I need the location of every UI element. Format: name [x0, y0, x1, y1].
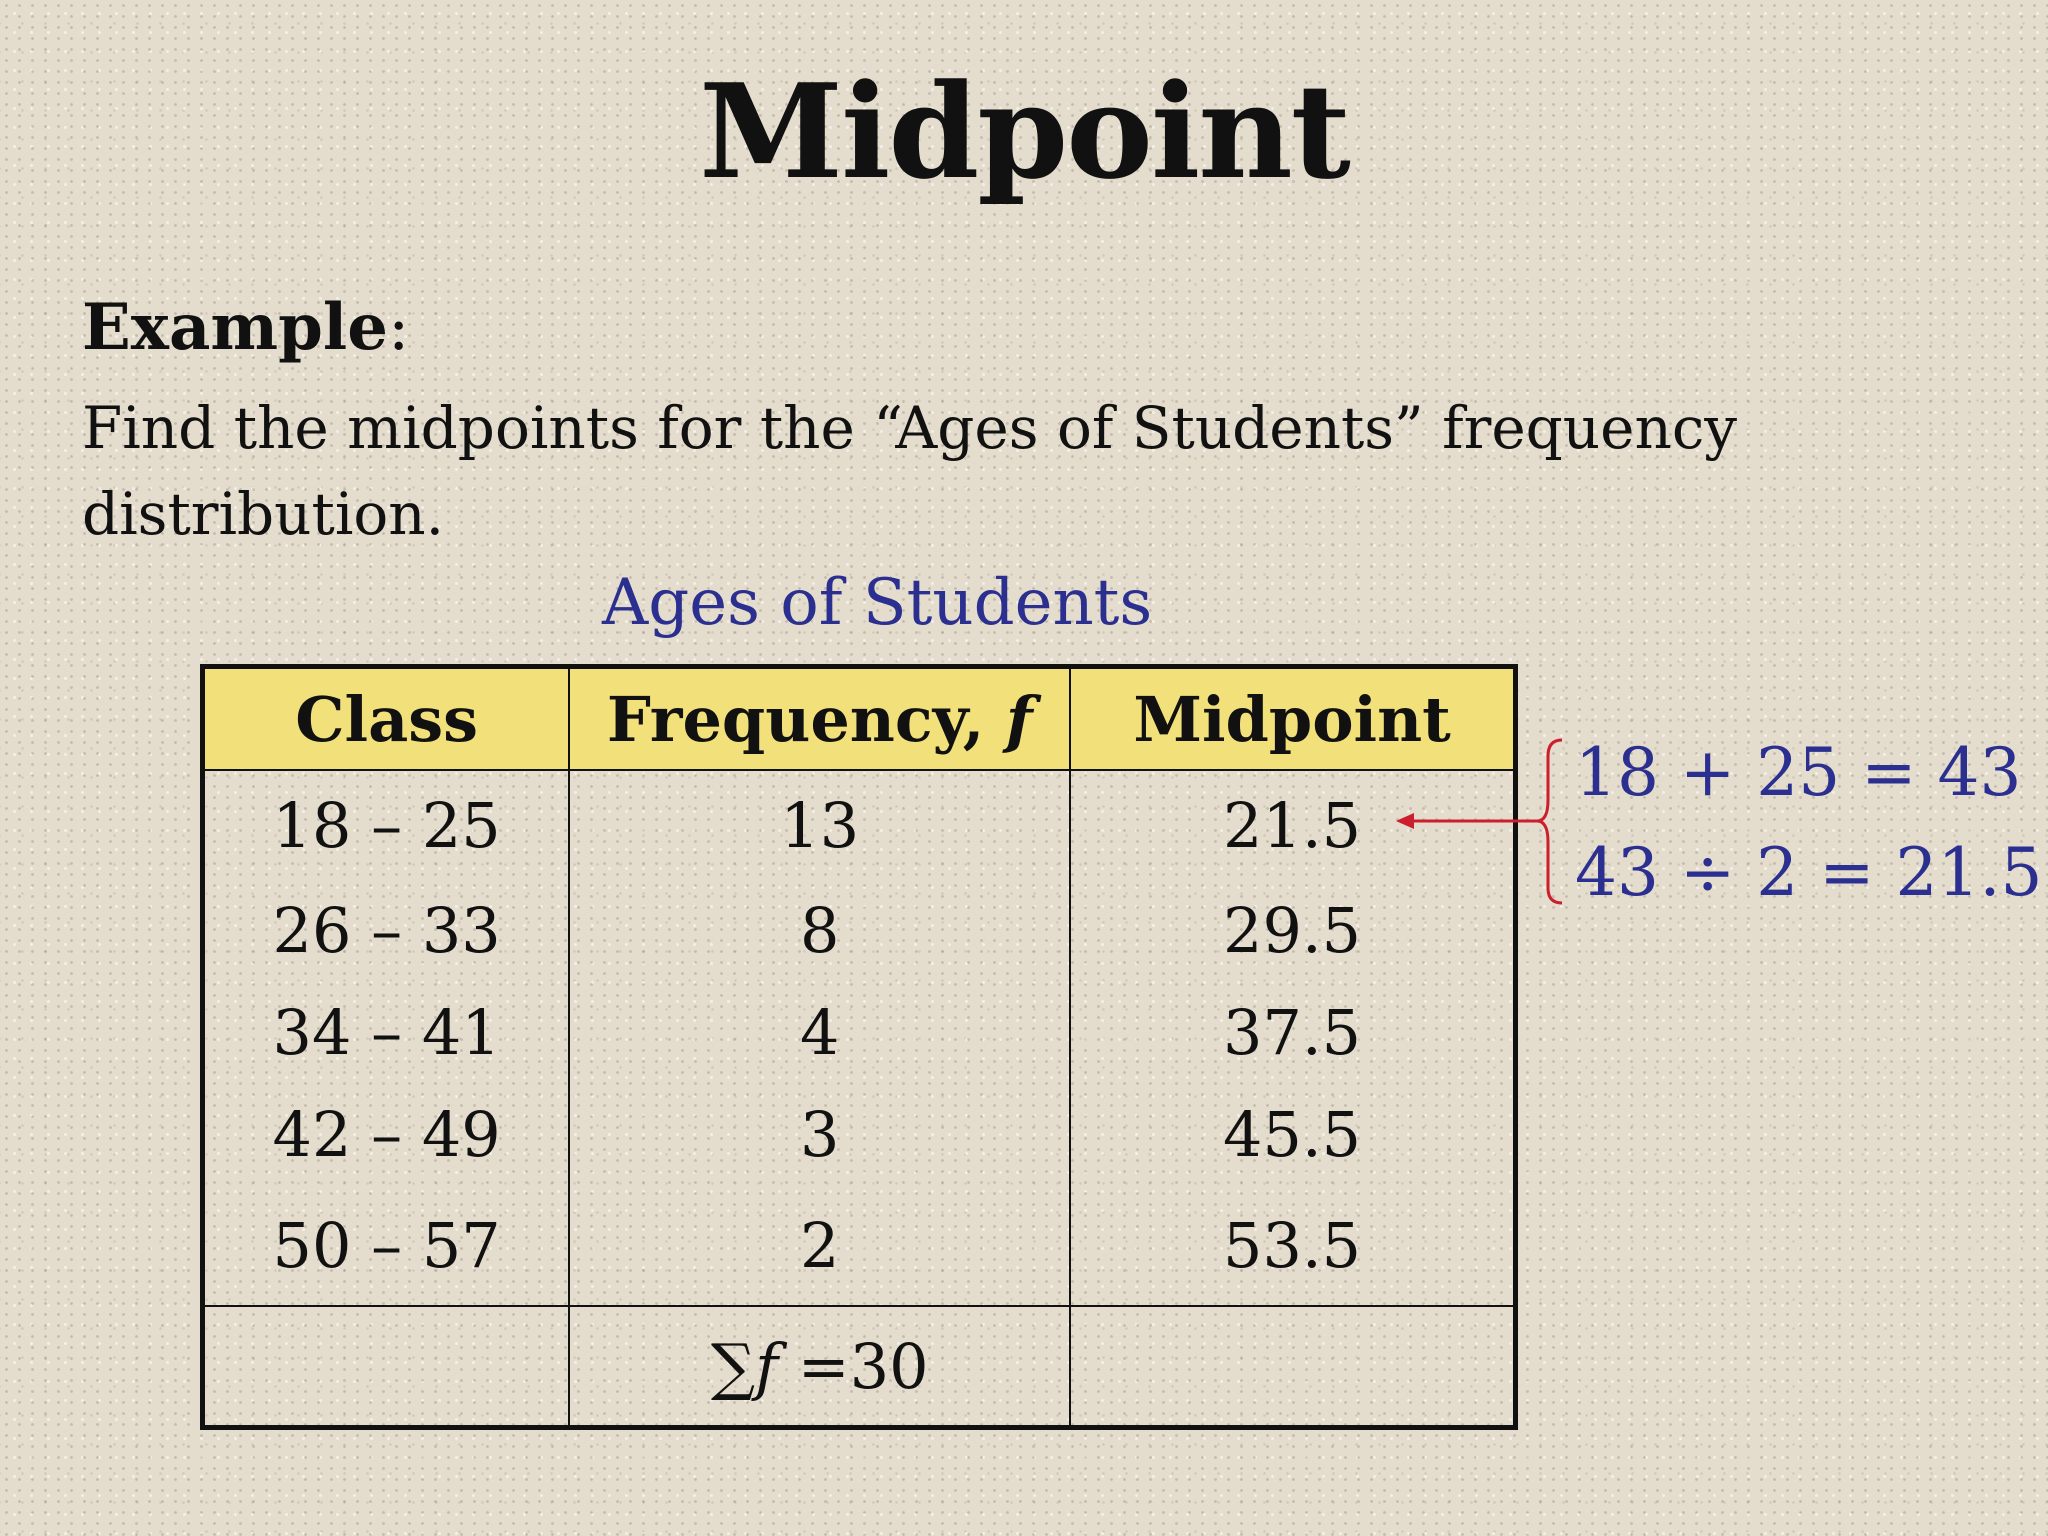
- cell-frequency: 3: [569, 1083, 1070, 1185]
- header-frequency-var: f: [1005, 682, 1033, 756]
- sigma-symbol: ∑: [710, 1329, 756, 1403]
- cell-midpoint: 53.5: [1070, 1185, 1515, 1306]
- total-var: f: [755, 1329, 779, 1403]
- frequency-table: [200, 664, 1518, 1430]
- cell-class: 42 – 49: [203, 1083, 570, 1185]
- cell-midpoint: 45.5: [1070, 1083, 1515, 1185]
- total-empty-midpoint: [1070, 1306, 1515, 1428]
- cell-frequency: 8: [569, 879, 1070, 981]
- example-label: Example: [82, 290, 388, 365]
- table-total-row: [203, 1306, 1516, 1428]
- table-caption: Ages of Students: [602, 566, 1153, 640]
- table-row: [203, 981, 1516, 1083]
- example-colon: :: [387, 291, 410, 365]
- cell-class: 26 – 33: [203, 879, 570, 981]
- slide-title: Midpoint: [699, 55, 1349, 208]
- header-frequency: [569, 667, 1070, 771]
- header-class: Class: [203, 667, 570, 771]
- cell-class: 34 – 41: [203, 981, 570, 1083]
- table-row: [203, 1083, 1516, 1185]
- cell-midpoint: 29.5: [1070, 879, 1515, 981]
- header-midpoint: Midpoint: [1070, 667, 1515, 771]
- curly-brace-icon: [1537, 740, 1562, 903]
- cell-class: 18 – 25: [203, 770, 570, 879]
- cell-midpoint: 21.5: [1070, 770, 1515, 879]
- total-value: =30: [778, 1329, 929, 1403]
- total-empty-class: [203, 1306, 570, 1428]
- table-row: [203, 770, 1516, 879]
- example-heading: [82, 290, 409, 367]
- cell-midpoint: 37.5: [1070, 981, 1515, 1083]
- calc-sum: 18 + 25 = 43: [1575, 734, 2022, 811]
- cell-frequency: 4: [569, 981, 1070, 1083]
- table-row: [203, 879, 1516, 981]
- cell-class: 50 – 57: [203, 1185, 570, 1306]
- cell-frequency: 2: [569, 1185, 1070, 1306]
- table-row: [203, 1185, 1516, 1306]
- table-header-row: [203, 667, 1516, 771]
- example-prompt: Find the midpoints for the “Ages of Students” frequency distribution.: [82, 394, 1738, 548]
- total-frequency: [569, 1306, 1070, 1428]
- calc-divide: 43 ÷ 2 = 21.5: [1575, 834, 2043, 911]
- cell-frequency: 13: [569, 770, 1070, 879]
- header-frequency-label: Frequency,: [606, 682, 1006, 756]
